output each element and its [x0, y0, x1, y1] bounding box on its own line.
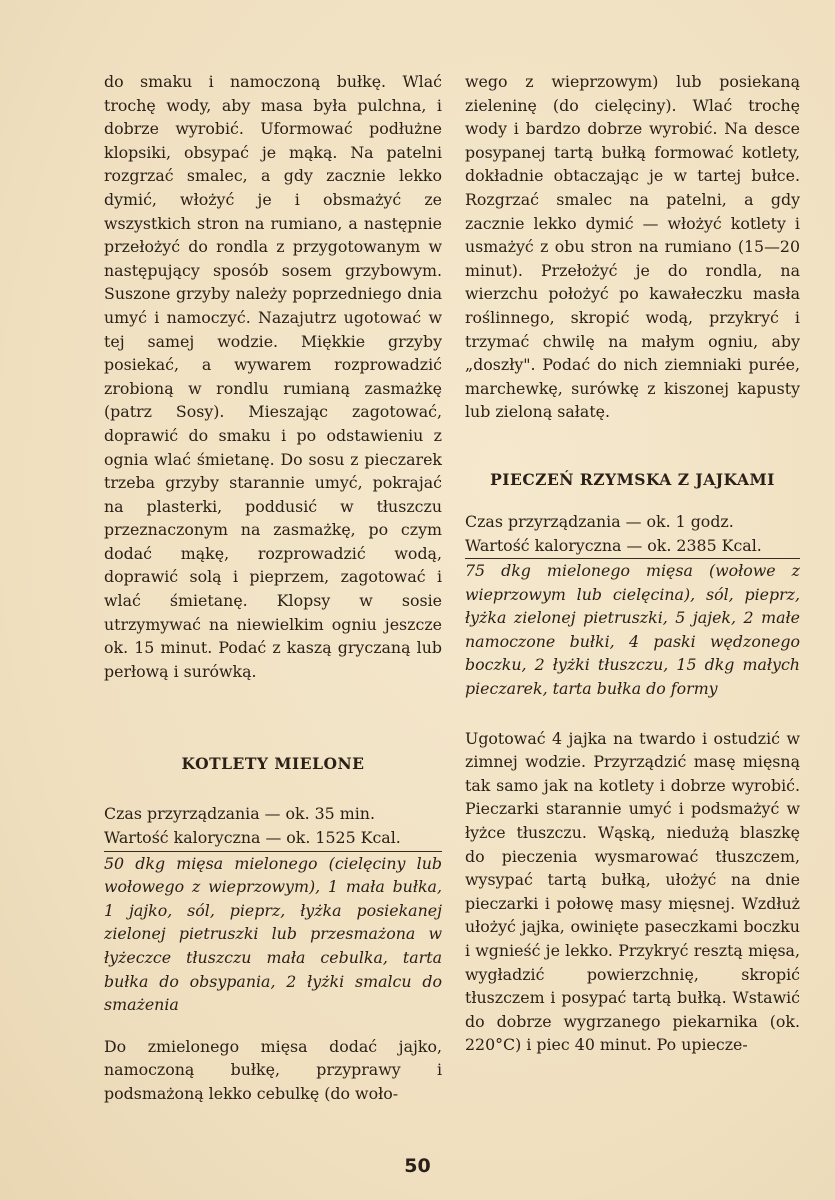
page-number: 50: [404, 1155, 431, 1177]
right-column: [465, 70, 800, 1057]
prep-time-pieczen: Czas przyrządzania — ok. 1 godz.: [465, 511, 734, 531]
calories-kotlety: Wartość kaloryczna — ok. 1525 Kcal.: [104, 828, 401, 848]
instructions-kotlety: Do zmielonego mięsa dodać jajko, namoczoną bułkę, przyprawy i podsmażoną lekko cebulkę (do woło-: [104, 1036, 442, 1103]
prep-time-kotlety: Czas przyrządzania — ok. 35 min.: [104, 804, 375, 824]
ingredients-pieczen: 75 dkg mielonego mięsa (wołowe z wieprzowym lub cielęcina), sól, pieprz, łyżka zielonej pietruszki, 5 jajek, 2 małe namoczone bułki, 4 paski wędzonego boczku, 2 łyżki tłuszczu, 15 dkg małych pieczarek, tarta bułka do formy: [465, 561, 800, 699]
left-column: [104, 70, 442, 1106]
intro-paragraph: do smaku i namoczoną bułkę. Wlać trochę wody, aby masa była pulchna, i dobrze wyrobić. Uformować podłużne klopsiki, obsypać je mąką. Na patelni rozgrzać smalec, a gdy zacznie lekko dymić, włożyć je i obsmażyć ze wszystkich stron na rumiano, a następnie przełożyć do rondla z przygotowanym w następujący sposób sosem grzybowym. Suszone grzyby należy poprzedniego dnia umyć i namoczyć. Nazajutrz ugotować w tej samej wodzie. Miękkie grzyby posiekać, a wywarem rozprowadzić zrobioną w rondlu rumianą zasmażkę (patrz Sosy). Mieszając zagotować, doprawić do smaku i po odstawieniu z ognia wlać śmietanę. Do sosu z pieczarek trzeba grzyby starannie umyć, pokrajać na plasterki, poddusić w tłuszczu przeznaczonym na zasmażkę, po czym dodać mąkę, rozprowadzić wodą, doprawić solą i pieprzem, zagotować i wlać śmietanę. Klopsy w sosie utrzymywać na niewielkim ogniu jeszcze ok. 15 minut. Podać z kaszą gryczaną lub perłową i surówką.: [104, 72, 442, 681]
instructions-pieczen: Ugotować 4 jajka na twardo i ostudzić w zimnej wodzie. Przyrządzić masę mięsną tak samo jak na kotlety i dobrze wyrobić. Pieczarki starannie umyć i podsmażyć w łyżce tłuszczu. Wąską, niedużą blaszkę do pieczenia wysmarować tłuszczem, wysypać tartą bułką, ułożyć na dnie pieczarki i połowę masy mięsnej. Wzdłuż ułożyć jajka, owinięte paseczkami boczku i wgnieść je lekko. Przykryć resztą mięsa, wygładzić powierzchnię, skropić tłuszczem i posypać tartą bułką. Wstawić do dobrze wygrzanego piekarnika (ok. 220°C) i piec 40 minut. Po upiecze-: [465, 728, 800, 1055]
recipe-title-pieczen: PIECZEŃ RZYMSKA Z JAJKAMI: [490, 469, 775, 489]
ingredients-kotlety: 50 dkg mięsa mielonego (cielęciny lub wołowego z wieprzowym), 1 mała bułka, 1 jajko, sól, pieprz, łyżka posiekanej zielonej pietruszki lub przesmażona w łyżeczce tłuszczu mała cebulka, tarta bułka do obsypania, 2 łyżki smalcu do smażenia: [104, 853, 442, 1015]
recipe-title-kotlety: KOTLETY MIELONE: [181, 754, 365, 774]
continuation-paragraph: wego z wieprzowym) lub posiekaną zieleninę (do cielęciny). Wlać trochę wody i bardzo dobrze wyrobić. Na desce posypanej tartą bułką formować kotlety, dokładnie obtaczając je w tartej bułce. Rozgrzać smalec na patelni, a gdy zacznie lekko dymić — włożyć kotlety i usmażyć z obu stron na rumiano (15—20 minut). Przełożyć je do rondla, na wierzchu położyć po kawałeczku masła roślinnego, skropić wodą, przykryć i trzymać chwilę na małym ogniu, aby „doszły". Podać do nich ziemniaki purée, marchewkę, surówkę z kiszonej kapusty lub zieloną sałatę.: [465, 72, 800, 422]
calories-pieczen: Wartość kaloryczna — ok. 2385 Kcal.: [465, 535, 762, 555]
